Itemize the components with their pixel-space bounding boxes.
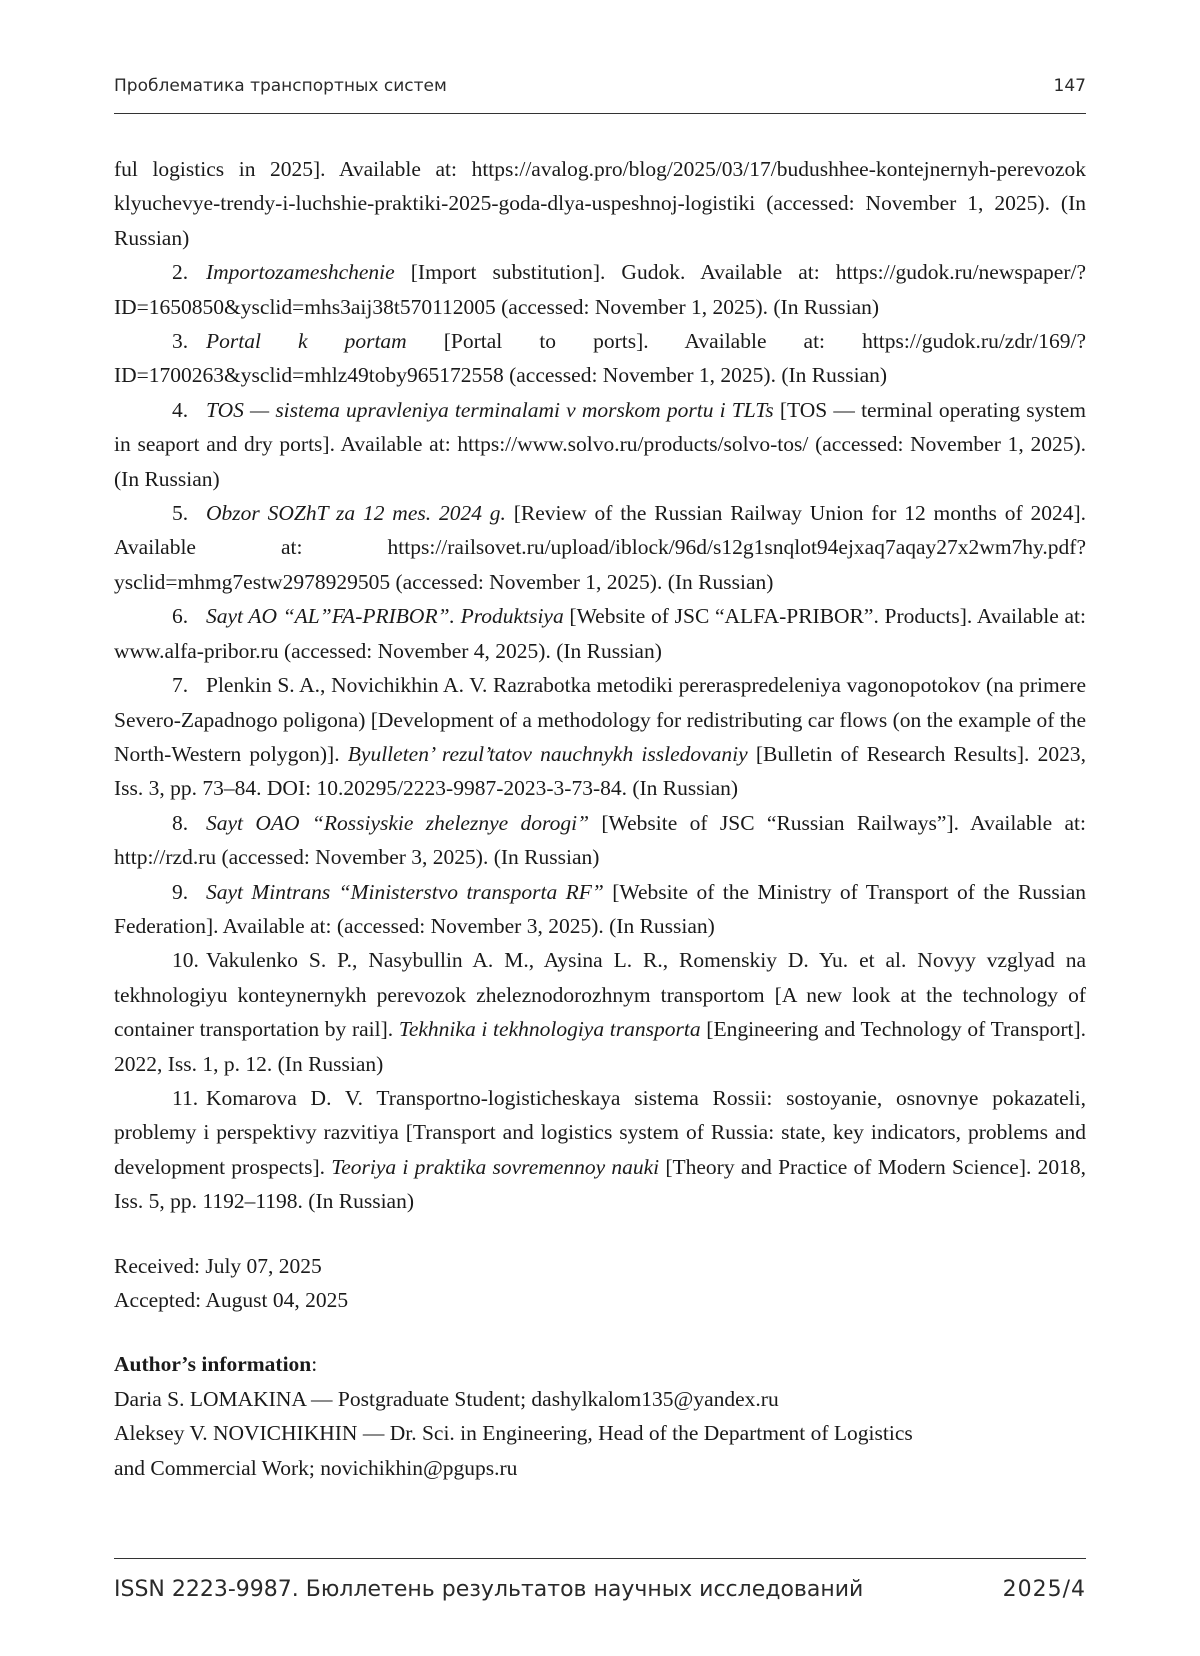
reference-item	[114, 599, 1086, 668]
reference-item	[114, 393, 1086, 496]
reference-number: 6.	[172, 604, 189, 629]
reference-text: [Portal to ports]. Available at: https://gudok.ru/zdr/169/?ID=1700263&ysclid=mhlz49toby965172558 (accessed: November 1, 2025). (In Russian)	[114, 329, 1087, 388]
footer-rule	[114, 1558, 1086, 1559]
reference-italic-title: Obzor SOZhT za 12 mes. 2024 g.	[206, 501, 506, 526]
section-title: Проблематика транспортных систем	[114, 76, 447, 96]
reference-item	[114, 875, 1086, 944]
reference-item	[114, 806, 1086, 875]
reference-item	[114, 668, 1086, 806]
reference-item	[114, 496, 1086, 599]
page-number: 147	[1053, 76, 1086, 96]
author-line: and Commercial Work; novichikhin@pgups.ru	[114, 1455, 518, 1480]
reference-list	[114, 255, 1086, 1218]
reference-text: [Review of the Russian Railway Union for 12 months of 2024]. Available at: https://railsovet.ru/upload/iblock/96d/s12g1snqlot94ejxaq7aqay27x2wm7hy.pdf?ysclid=mhmg7estw2978929505 (accessed: November 1, 2025). (In Russian)	[114, 501, 1087, 594]
reference-item	[114, 324, 1086, 393]
reference-number: 10.	[172, 948, 199, 973]
reference-number: 3.	[172, 329, 189, 354]
received-date: Received: July 07, 2025	[114, 1253, 322, 1278]
reference-text: [Engineering and Technology of Transport]. 2022, Iss. 1, p. 12. (In Russian)	[114, 1017, 1087, 1076]
reference-italic-title: Sayt Mintrans “Ministerstvo transporta RF”	[206, 879, 604, 904]
reference-number: 9.	[172, 879, 189, 904]
reference-number: 7.	[172, 673, 189, 698]
reference-pre: Plenkin S. A., Novichikhin A. V. Razrabotka metodiki pereraspredeleniya vagonopotokov (na primere Severo-Zapadnogo poligona) [Development of a methodology for redistributing car flows (on the example of the North-Western polygon)].	[114, 673, 1086, 766]
page-body	[114, 152, 1086, 1485]
reference-number: 11.	[172, 1085, 199, 1110]
reference-italic-title: Portal k portam	[206, 329, 407, 354]
reference-item	[114, 1081, 1086, 1219]
reference-continuation: ful logistics in 2025]. Available at: https://avalog.pro/blog/2025/03/17/budushhee-kontejnernyh-perevozok klyuchevye-trendy-i-luchshie-praktiki-2025-goda-dlya-uspeshnoj-logistiki (accessed: November 1, 2025). (In Russian)	[114, 157, 1086, 250]
issue-number: 2025/4	[1002, 1577, 1086, 1602]
reference-text: [Import substitution]. Gudok. Available at: https://gudok.ru/newspaper/?ID=1650850&ysclid=mhs3aij38t570112005 (accessed: November 1, 2025). (In Russian)	[114, 260, 1086, 319]
reference-text: [Website of JSC “ALFA-PRIBOR”. Products]. Available at: www.alfa-pribor.ru (accessed: November 4, 2025). (In Russian)	[114, 604, 1086, 663]
reference-text: [Website of JSC “Russian Railways”]. Available at: http://rzd.ru (accessed: November 3, 2025). (In Russian)	[114, 810, 1086, 870]
reference-italic-title: TOS — sistema upravleniya terminalami v morskom portu i TLTs	[206, 397, 774, 422]
reference-italic-title: Teoriya i praktika sovremennoy nauki	[331, 1154, 660, 1179]
header-rule	[114, 113, 1086, 114]
reference-pre: Vakulenko S. P., Nasybullin A. M., Aysina L. R., Romenskiy D. Yu. et al. Novyy vzglyad na tekhnologiyu konteynernykh perevozok zheleznodorozhnym transportom [A new look at the technology of container transportation by rail].	[114, 948, 1086, 1042]
reference-number: 2.	[172, 260, 189, 285]
page-footer	[114, 1577, 1086, 1602]
reference-italic-title: Tekhnika i tekhnologiya transporta	[398, 1017, 701, 1042]
running-header	[114, 76, 1086, 96]
reference-text: [Website of the Ministry of Transport of the Russian Federation]. Available at: (accessed: November 3, 2025). (In Russian)	[114, 879, 1086, 938]
reference-pre: Komarova D. V. Transportno-logisticheskaya sistema Rossii: sostoyanie, osnovnye pokazateli, problemy i perspektivy razvitiya [Transport and logistics system of Russia: state, key indicators, problems and development prospects].	[114, 1085, 1086, 1179]
reference-number: 4.	[172, 397, 189, 422]
reference-number: 8.	[172, 810, 189, 835]
authors-heading-colon: :	[311, 1352, 318, 1377]
author-line: Aleksey V. NOVICHIKHIN — Dr. Sci. in Engineering, Head of the Department of Logistics	[114, 1421, 913, 1446]
reference-item	[114, 255, 1086, 324]
journal-issn-title: ISSN 2223-9987. Бюллетень результатов научных исследований	[114, 1577, 864, 1602]
reference-item	[114, 943, 1086, 1081]
reference-number: 5.	[172, 501, 189, 526]
authors-heading	[114, 1347, 1086, 1381]
reference-italic-title: Sayt AO “AL”FA-PRIBOR”. Produktsiya	[206, 604, 564, 629]
reference-text: [TOS — terminal operating system in seaport and dry ports]. Available at: https://www.solvo.ru/products/solvo-tos/ (accessed: November 1, 2025). (In Russian)	[114, 397, 1086, 491]
reference-text: [Theory and Practice of Modern Science]. 2018, Iss. 5, pp. 1192–1198. (In Russian)	[114, 1154, 1086, 1214]
authors-heading-label: Author’s information	[114, 1352, 312, 1377]
reference-italic-title: Sayt OAO “Rossiyskie zheleznye dorogi”	[206, 810, 590, 835]
reference-text: [Bulletin of Research Results]. 2023, Iss. 3, pp. 73–84. DOI: 10.20295/2223-9987-2023-3-73-84. (In Russian)	[114, 741, 1086, 801]
accepted-date: Accepted: August 04, 2025	[114, 1288, 349, 1312]
author-line: Daria S. LOMAKINA — Postgraduate Student; dashylkalom135@yandex.ru	[114, 1386, 779, 1411]
reference-italic-title: Byulleten’ rezul’tatov nauchnykh issledovaniy	[347, 741, 748, 766]
reference-italic-title: Importozameshchenie	[206, 260, 395, 285]
